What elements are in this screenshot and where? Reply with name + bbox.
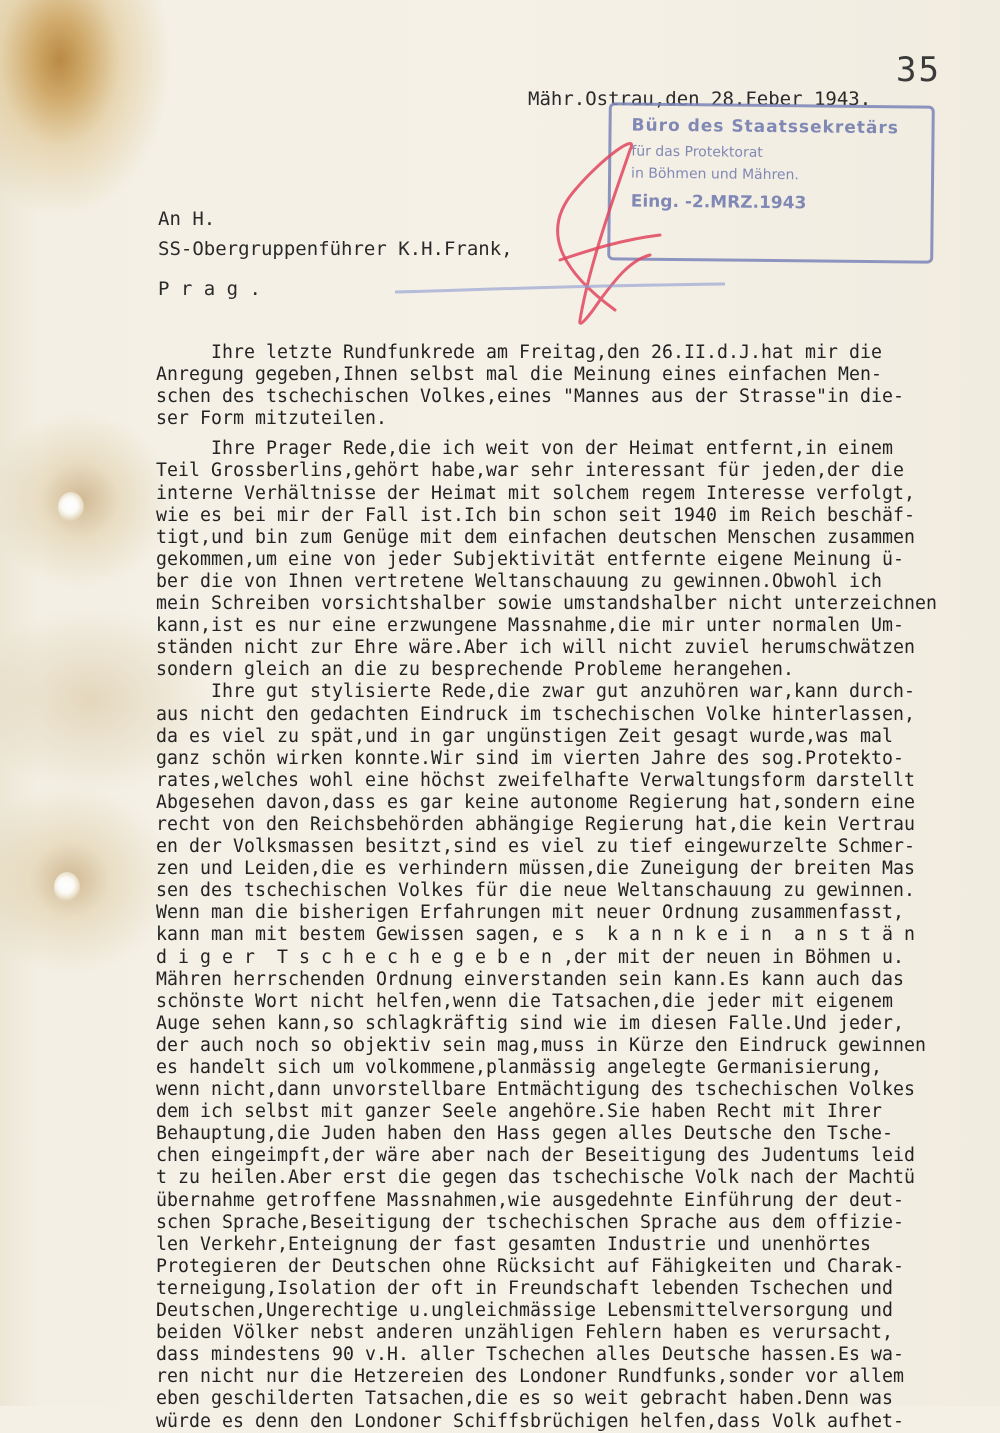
text-line: Behauptung,die Juden haben den Hass gegen alles Deutsche den Tsche-	[156, 1123, 893, 1145]
text-line: eben geschilderten Tatsachen,die es so weit gebracht haben.Denn was	[156, 1388, 893, 1410]
text-line: Anregung gegeben,Ihnen selbst mal die Meinung eines einfachen Men-	[156, 364, 882, 386]
text-line: schen des tschechischen Volkes,eines "Mannes aus der Strasse"in die-	[156, 386, 904, 408]
text-line: en der Volksmassen besitzt,sind es viel zu tief eingewurzelte Schmer-	[156, 836, 915, 858]
page-number: 35	[896, 50, 941, 90]
text-line: schen Sprache,Beseitigung der tschechischen Sprache aus dem offizie-	[156, 1211, 904, 1233]
text-line: beiden Völker nebst anderen unzähligen Fehlern haben es verursacht,	[156, 1322, 893, 1344]
text-line: Teil Grossberlins,gehört habe,war sehr interessant für jeden,der die	[156, 460, 904, 482]
text-line: Protegieren der Deutschen ohne Rücksicht auf Fähigkeiten und Charak-	[156, 1255, 904, 1277]
text-line: Ihre gut stylisierte Rede,die zwar gut anzuhören war,kann durch-	[156, 681, 915, 703]
text-line: sen des tschechischen Volkes für die neue Weltanschauung zu gewinnen.	[156, 880, 915, 902]
pencil-underline	[395, 282, 725, 296]
punch-hole-bottom	[54, 872, 80, 902]
recipient-line-2: SS-Obergruppenführer K.H.Frank,	[158, 238, 513, 260]
text-line: dem ich selbst mit ganzer Seele angehöre.Sie haben Recht mit Ihrer	[156, 1101, 882, 1123]
text-line: aus nicht den gedachten Eindruck im tschechischen Volke hinterlassen,	[156, 703, 915, 725]
handwritten-initial	[520, 110, 680, 330]
text-line: mein Schreiben vorsichtshalber sowie umstandshalber nicht unterzeichnen	[156, 593, 937, 615]
text-line: Deutschen,Ungerechtige u.ungleichmässige Lebensmittelversorgung und	[156, 1300, 893, 1322]
text-line: schönste Wort nicht helfen,wenn die Tatsachen,die jeder mit eigenem	[156, 990, 893, 1012]
text-line: tigt,und bin zum Genüge mit dem einfachen deutschen Menschen zusammen	[156, 526, 915, 548]
text-line: gekommen,um eine von jeder Subjektivität entfernte eigene Meinung ü-	[156, 548, 904, 570]
text-line: übernahme getroffene Massnahmen,wie ausgedehnte Einführung der deut-	[156, 1189, 904, 1211]
text-line: Mähren herrschenden Ordnung einverstanden sein kann.Es kann auch das	[156, 968, 904, 990]
text-line: t zu heilen.Aber erst die gegen das tschechische Volk nach der Machtü	[156, 1167, 915, 1189]
recipient-city: P r a g .	[158, 278, 261, 300]
stamp-line-2: für das Protektorat	[631, 143, 763, 161]
text-line: Wenn man die bisherigen Erfahrungen mit neuer Ordnung zusammenfasst,	[156, 902, 904, 924]
text-line: ganz schön wirken konnte.Wir sind im vierten Jahre des sog.Protekto-	[156, 747, 904, 769]
text-line: Auge sehen kann,so schlagkräftig sind wie im diesen Falle.Und jeder,	[156, 1012, 904, 1034]
letter-body	[156, 342, 1000, 1433]
recipient-line-1: An H.	[158, 208, 216, 230]
text-line: würde es denn den Londoner Schiffsbrüchigen helfen,dass Volk aufhet-	[156, 1410, 904, 1432]
text-line: da es viel zu spät,und in gar ungünstigen Zeit gesagt wurde,was mal	[156, 725, 893, 747]
text-line: chen eingeimpft,der wäre aber nach der Beseitigung des Judentums leid	[156, 1145, 915, 1167]
text-line: recht von den Reichsbehörden abhängige Regierung hat,die kein Vertrau	[156, 813, 915, 835]
stamp-line-4: Eing. -2.MRZ.1943	[630, 191, 807, 214]
paragraph-gap	[156, 430, 1000, 438]
date-line: Mähr.Ostrau,den 28.Feber 1943.	[528, 88, 872, 110]
text-line: Ihre Prager Rede,die ich weit von der Heimat entfernt,in einem	[156, 438, 893, 460]
text-line: rates,welches wohl eine höchst zweifelhafte Verwaltungsform darstellt	[156, 769, 915, 791]
text-line: d i g e r T s c h e c h e g e b e n ,der mit der neuen in Böhmen u.	[156, 946, 904, 968]
stamp-line-1: Büro des Staatssekretärs	[631, 115, 899, 139]
punch-hole-top	[58, 492, 84, 522]
text-line: kann man mit bestem Gewissen sagen, e s k a n n k e i n a n s t ä n	[156, 924, 915, 946]
text-line: der auch noch so objektiv sein mag,muss in Kürze den Eindruck gewinnen	[156, 1034, 926, 1056]
text-line: ser Form mitzuteilen.	[156, 408, 387, 430]
text-line: Abgesehen davon,dass es gar keine autonome Regierung hat,sondern eine	[156, 791, 915, 813]
text-line: Ihre letzte Rundfunkrede am Freitag,den 26.II.d.J.hat mir die	[156, 342, 882, 363]
text-line: wenn nicht,dann unvorstellbare Entmächtigung des tschechischen Volkes	[156, 1079, 915, 1101]
text-line: len Verkehr,Enteignung der fast gesamten Industrie und unenhörtes	[156, 1233, 871, 1255]
text-line: sondern gleich an die zu besprechende Probleme herangehen.	[156, 659, 794, 681]
text-line: es handelt sich um volkommene,planmässig angelegte Germanisierung,	[156, 1057, 882, 1078]
text-line: zen und Leiden,die es verhindern müssen,die Zuneigung der breiten Mas	[156, 858, 915, 880]
text-line: wie es bei mir der Fall ist.Ich bin schon seit 1940 im Reich beschäf-	[156, 504, 915, 526]
text-line: interne Verhältnisse der Heimat mit solchem regem Interesse verfolgt,	[156, 482, 915, 504]
text-line: ren nicht nur die Hetzereien des Londoner Rundfunks,sonder vor allem	[156, 1366, 904, 1388]
text-line: kann,ist es nur eine erzwungene Massnahme,die mir unter normalen Um-	[156, 615, 904, 637]
text-line: dass mindestens 90 v.H. aller Tschechen alles Deutsche hassen.Es wa-	[156, 1344, 904, 1366]
text-line: terneigung,Isolation der oft in Freundschaft lebenden Tschechen und	[156, 1277, 893, 1299]
text-line: ber die von Ihnen vertretene Weltanschauung zu gewinnen.Obwohl ich	[156, 570, 882, 592]
stamp-line-3: in Böhmen und Mähren.	[631, 165, 800, 184]
text-line: ständen nicht zur Ehre wäre.Aber ich will nicht zuviel herumschwätzen	[156, 637, 915, 659]
